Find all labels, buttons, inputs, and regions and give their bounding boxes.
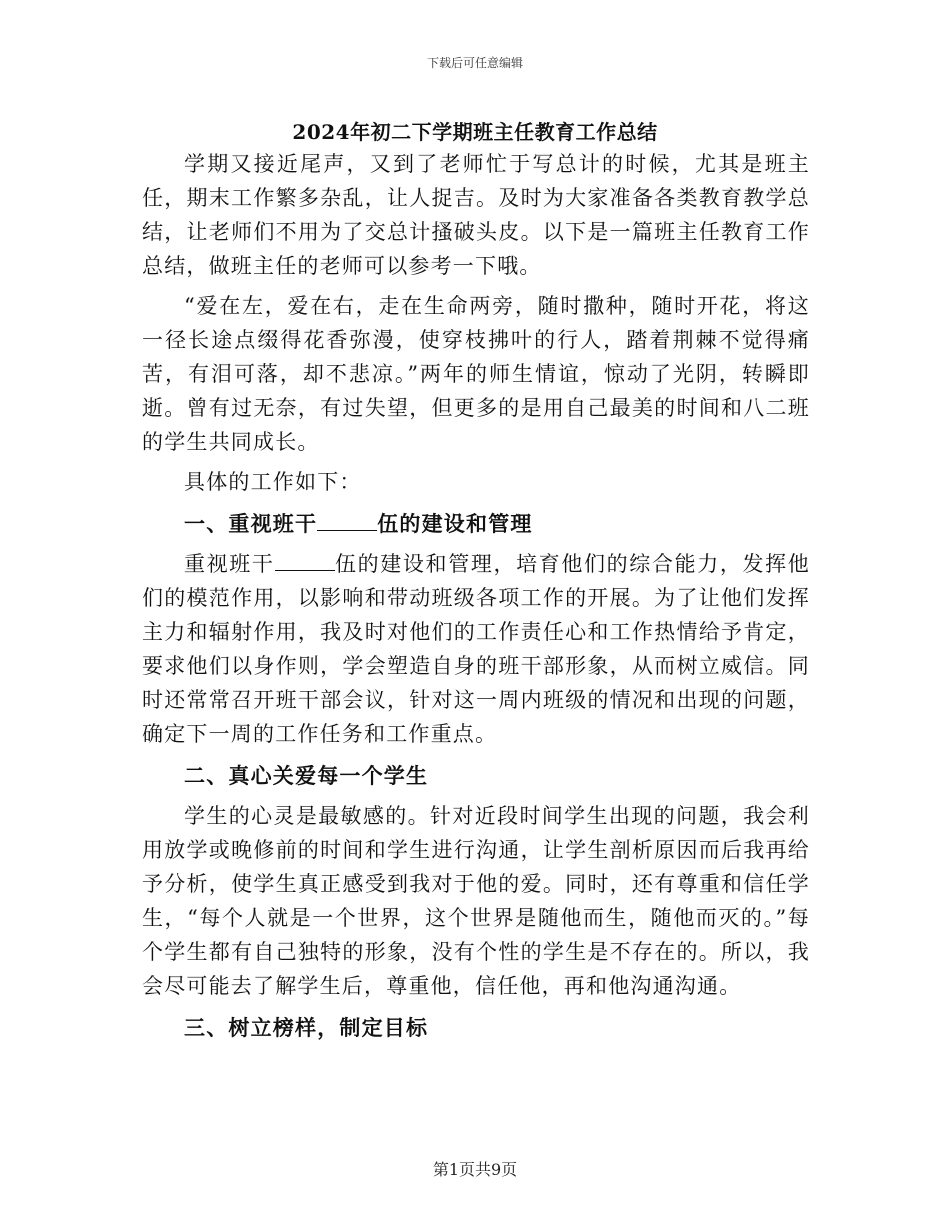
section-2-body: 学生的心灵是最敏感的。针对近段时间学生出现的问题，我会利用放学或晚修前的时间和学生进行沟通，让学生剖析原因而后我再给予分析，使学生真正感受到我对于他的爱。同时，还有尊重和信任学生，“每个人就是一个世界，这个世界是随他而生，随他而灭的。”每个学生都有自己独特的形象，没有个性的学生是不存在的。所以，我会尽可能去了解学生后，尊重他，信任他，再和他沟通沟通。 [142, 804, 810, 998]
section-3-heading: 三、树立榜样，制定目标 [184, 1015, 429, 1040]
work-intro-paragraph: 具体的工作如下： [184, 470, 362, 494]
fill-blank [317, 512, 377, 531]
fill-blank [275, 552, 335, 571]
document-body [142, 147, 810, 1045]
intro-paragraph: 学期又接近尾声，又到了老师忙于写总计的时候，尤其是班主任，期末工作繁多杂乱，让人捉吉。及时为大家准备各类教育教学总结，让老师们不用为了交总计搔破头皮。以下是一篇班主任教育工作总结，做班主任的老师可以参考一下哦。 [142, 152, 810, 278]
quote-paragraph: “爱在左，爱在右，走在生命两旁，随时撒种，随时开花，将这一径长途点缀得花香弥漫，使穿枝拂叶的行人，踏着荆棘不觉得痛苦，有泪可落，却不悲凉。”两年的师生情谊，惊动了光阴，转瞬即逝。曾有过无奈，有过失望，但更多的是用自己最美的时间和八二班的学生共同成长。 [142, 294, 810, 454]
section-1-body-part-a: 重视班干 [184, 552, 275, 576]
header-note: 下载后可任意编辑 [426, 56, 523, 70]
document-title: 2024年初二下学期班主任教育工作总结 [292, 120, 658, 144]
section-1-heading [142, 507, 810, 541]
section-1-heading-part-a: 一、重视班干 [184, 511, 318, 536]
section-1-body-part-b: 伍的建设和管理，培育他们的综合能力，发挥他们的模范作用，以影响和带动班级各项工作的开展。为了让他们发挥主力和辐射作用，我及时对他们的工作责任心和工作热情给予肯定，要求他们以身作则，学会塑造自身的班干部形象，从而树立威信。同时还常常召开班干部会议，针对这一周内班级的情况和出现的问题，确定下一周的工作任务和工作重点。 [142, 552, 810, 746]
section-2-heading: 二、真心关爱每一个学生 [184, 763, 429, 788]
section-1-body [142, 547, 810, 751]
section-1-heading-part-b: 伍的建设和管理 [377, 511, 533, 536]
page-footer: 第1页共9页 [432, 1160, 518, 1179]
